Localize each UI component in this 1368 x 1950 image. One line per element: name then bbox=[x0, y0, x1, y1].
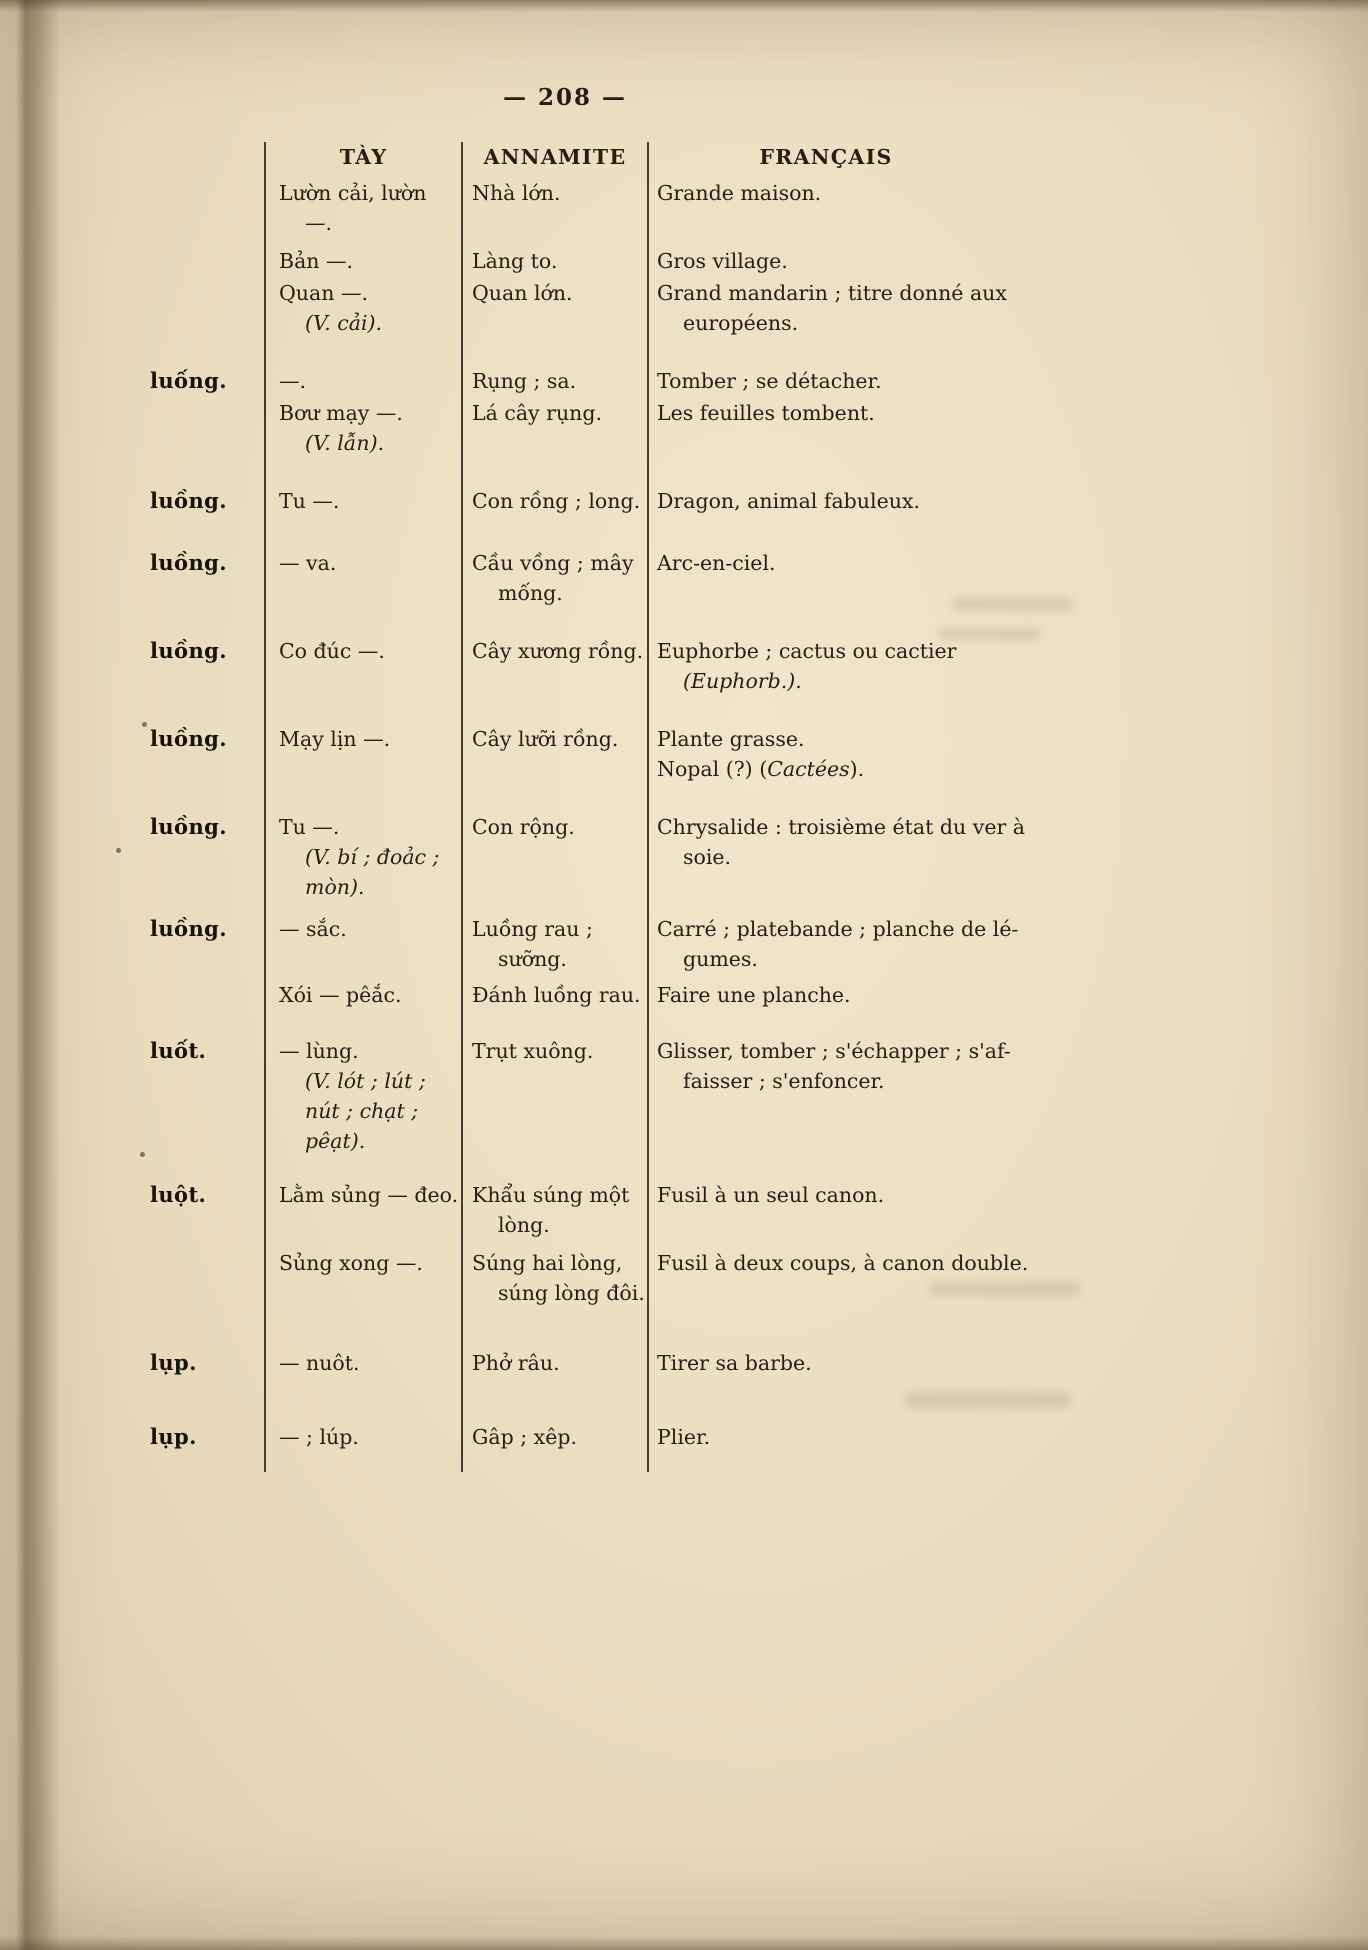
tay-cell bbox=[265, 486, 462, 516]
text-segment: ). bbox=[849, 757, 865, 781]
francais-cell bbox=[648, 278, 1060, 338]
francais-cell bbox=[648, 980, 1060, 1010]
text-line: Arc-en-ciel. bbox=[657, 551, 776, 575]
headword-column-spacer bbox=[0, 138, 265, 172]
francais-cell bbox=[648, 486, 1060, 516]
text-line: sưỡng. bbox=[498, 947, 567, 971]
entry-row bbox=[0, 1422, 1060, 1452]
headword-cell bbox=[0, 398, 265, 458]
francais-cell bbox=[648, 398, 1060, 458]
headword-cell bbox=[0, 366, 265, 396]
text-line: pêạt). bbox=[305, 1129, 366, 1153]
annamite-cell bbox=[462, 366, 648, 396]
annamite-cell bbox=[462, 636, 648, 696]
tay-cell bbox=[265, 178, 462, 238]
francais-cell bbox=[648, 812, 1060, 902]
text-line: Rụng ; sa. bbox=[472, 369, 577, 393]
francais-cell bbox=[648, 1036, 1060, 1156]
text-segment-italic: Cactées bbox=[767, 757, 850, 781]
text-line: Gros village. bbox=[657, 249, 788, 273]
headword: luồng. bbox=[150, 550, 227, 575]
entry-row bbox=[0, 548, 1060, 608]
headword-cell bbox=[0, 1348, 265, 1378]
text-line: (V. lót ; lút ; bbox=[305, 1069, 426, 1093]
text-line: Quan —. bbox=[279, 281, 368, 305]
text-line: nút ; chạt ; bbox=[305, 1099, 419, 1123]
headword-cell bbox=[0, 724, 265, 784]
text-line: Lườn cải, lườn bbox=[279, 181, 427, 205]
text-line: Tomber ; se détacher. bbox=[657, 369, 882, 393]
text-line: Phở râu. bbox=[472, 1351, 560, 1375]
text-line: européens. bbox=[683, 311, 799, 335]
tay-cell bbox=[265, 1248, 462, 1308]
headword-cell bbox=[0, 914, 265, 974]
text-line: faisser ; s'enfoncer. bbox=[683, 1069, 885, 1093]
text-line: (V. lẫn). bbox=[305, 431, 385, 455]
tay-cell bbox=[265, 636, 462, 696]
francais-cell bbox=[648, 724, 1060, 784]
text-line: Dragon, animal fabuleux. bbox=[657, 489, 920, 513]
text-line: Les feuilles tombent. bbox=[657, 401, 875, 425]
page-bottom-shadow bbox=[0, 1936, 1368, 1950]
annamite-cell bbox=[462, 812, 648, 902]
column-header-annamite: ANNAMITE bbox=[483, 145, 627, 169]
text-line: Faire une planche. bbox=[657, 983, 851, 1007]
text-line: Khẩu súng một bbox=[472, 1183, 630, 1207]
annamite-cell bbox=[462, 1348, 648, 1378]
headword: luồng. bbox=[150, 638, 227, 663]
headword-cell bbox=[0, 1422, 265, 1452]
text-line: — nuôt. bbox=[279, 1351, 360, 1375]
text-line: Euphorbe ; cactus ou cactier bbox=[657, 639, 957, 663]
text-line: mòn). bbox=[305, 875, 365, 899]
tay-cell bbox=[265, 812, 462, 902]
text-line: Làng to. bbox=[472, 249, 558, 273]
text-line: Cầu vồng ; mây bbox=[472, 551, 634, 575]
text-line: Gâp ; xêp. bbox=[472, 1425, 577, 1449]
text-line bbox=[657, 754, 1056, 784]
tay-cell bbox=[265, 980, 462, 1010]
text-line: Bơư mạy —. bbox=[279, 401, 403, 425]
entry-row bbox=[0, 980, 1060, 1010]
headword-cell bbox=[0, 1180, 265, 1240]
text-line: Grande maison. bbox=[657, 181, 822, 205]
headword-cell bbox=[0, 1036, 265, 1156]
annamite-cell bbox=[462, 980, 648, 1010]
tay-cell bbox=[265, 1180, 462, 1240]
headword: luồng. bbox=[150, 726, 227, 751]
annamite-cell bbox=[462, 246, 648, 276]
headword-cell bbox=[0, 812, 265, 902]
tay-cell bbox=[265, 366, 462, 396]
entry-row bbox=[0, 398, 1060, 458]
tay-cell bbox=[265, 1036, 462, 1156]
entry-row bbox=[0, 914, 1060, 974]
annamite-cell bbox=[462, 178, 648, 238]
annamite-cell bbox=[462, 548, 648, 608]
text-line: mống. bbox=[498, 581, 563, 605]
page-number: — 208 — bbox=[502, 84, 628, 111]
entry-row bbox=[0, 246, 1060, 276]
headword: lụp. bbox=[150, 1424, 197, 1449]
text-line: Súng hai lòng, bbox=[472, 1251, 623, 1275]
text-line: — lùng. bbox=[279, 1039, 359, 1063]
headword: luống. bbox=[150, 368, 227, 393]
headword: luồng. bbox=[150, 916, 227, 941]
text-line: Con rộng. bbox=[472, 815, 575, 839]
text-line: Sủng xong —. bbox=[279, 1251, 423, 1275]
text-line: Xói — pêắc. bbox=[279, 983, 402, 1007]
entry-row bbox=[0, 1348, 1060, 1378]
annamite-cell bbox=[462, 914, 648, 974]
text-line: — sắc. bbox=[279, 917, 347, 941]
entry-row bbox=[0, 278, 1060, 338]
text-line: Grand mandarin ; titre donné aux bbox=[657, 281, 1007, 305]
tay-cell bbox=[265, 724, 462, 784]
headword: lụp. bbox=[150, 1350, 197, 1375]
annamite-cell bbox=[462, 1036, 648, 1156]
column-rule-1 bbox=[264, 142, 266, 1472]
headword: luồng. bbox=[150, 814, 227, 839]
dictionary-table bbox=[0, 138, 1060, 1476]
text-line: Tirer sa barbe. bbox=[657, 1351, 812, 1375]
text-line: (V. cải). bbox=[305, 311, 383, 335]
entry-row bbox=[0, 1180, 1060, 1240]
column-header-tay: TÀY bbox=[339, 145, 388, 169]
francais-cell bbox=[648, 178, 1060, 238]
tay-cell bbox=[265, 398, 462, 458]
text-line: Bản —. bbox=[279, 249, 354, 273]
page-top-shadow bbox=[0, 0, 1368, 12]
annamite-cell bbox=[462, 486, 648, 516]
text-line: Carré ; platebande ; planche de lé- bbox=[657, 917, 1019, 941]
column-rule-2 bbox=[461, 142, 463, 1472]
text-line: Mạy lịn —. bbox=[279, 727, 391, 751]
tay-cell bbox=[265, 914, 462, 974]
text-line: Luồng rau ; bbox=[472, 917, 593, 941]
headword-cell bbox=[0, 636, 265, 696]
text-line: Đánh luồng rau. bbox=[472, 983, 641, 1007]
annamite-cell bbox=[462, 278, 648, 338]
tay-cell bbox=[265, 1348, 462, 1378]
entry-row bbox=[0, 1248, 1060, 1308]
francais-cell bbox=[648, 914, 1060, 974]
entry-row bbox=[0, 724, 1060, 784]
text-line: Cây lưỡi rồng. bbox=[472, 727, 619, 751]
text-line: Nhà lớn. bbox=[472, 181, 561, 205]
francais-cell bbox=[648, 1348, 1060, 1378]
text-line: Con rồng ; long. bbox=[472, 489, 641, 513]
headword: luồng. bbox=[150, 488, 227, 513]
entry-row bbox=[0, 812, 1060, 902]
headword-cell bbox=[0, 548, 265, 608]
francais-cell bbox=[648, 246, 1060, 276]
text-line: Tu —. bbox=[279, 815, 340, 839]
text-line: (Euphorb.). bbox=[683, 669, 802, 693]
text-line: Tu —. bbox=[279, 489, 340, 513]
column-header-francais: FRANÇAIS bbox=[759, 145, 893, 169]
text-line: Trụt xuông. bbox=[472, 1039, 594, 1063]
text-line: Fusil à deux coups, à canon double. bbox=[657, 1251, 1029, 1275]
headword-cell bbox=[0, 178, 265, 238]
headword: luốt. bbox=[150, 1038, 207, 1063]
francais-cell bbox=[648, 1248, 1060, 1308]
tay-cell bbox=[265, 1422, 462, 1452]
headword-cell bbox=[0, 278, 265, 338]
annamite-cell bbox=[462, 1180, 648, 1240]
text-line: Quan lớn. bbox=[472, 281, 573, 305]
text-line: Cây xương rồng. bbox=[472, 639, 644, 663]
annamite-cell bbox=[462, 1248, 648, 1308]
column-rule-3 bbox=[647, 142, 649, 1472]
headword-cell bbox=[0, 980, 265, 1010]
text-line: — va. bbox=[279, 551, 337, 575]
headword-cell bbox=[0, 486, 265, 516]
text-line: Glisser, tomber ; s'échapper ; s'af- bbox=[657, 1039, 1011, 1063]
text-line: Plier. bbox=[657, 1425, 711, 1449]
text-line: Lằm sủng — đeo. bbox=[279, 1183, 459, 1207]
francais-cell bbox=[648, 1180, 1060, 1240]
francais-cell bbox=[648, 1422, 1060, 1452]
text-line: Co đúc —. bbox=[279, 639, 385, 663]
text-line: (V. bí ; đoảc ; bbox=[305, 845, 440, 869]
annamite-cell bbox=[462, 724, 648, 784]
text-line: — ; lúp. bbox=[279, 1425, 359, 1449]
entry-row bbox=[0, 1036, 1060, 1156]
francais-cell bbox=[648, 366, 1060, 396]
text-line: Lá cây rụng. bbox=[472, 401, 602, 425]
entry-row bbox=[0, 636, 1060, 696]
text-line: lòng. bbox=[498, 1213, 550, 1237]
text-line: soie. bbox=[683, 845, 732, 869]
tay-cell bbox=[265, 278, 462, 338]
text-line: Chrysalide : troisième état du ver à bbox=[657, 815, 1025, 839]
francais-cell bbox=[648, 636, 1060, 696]
tay-cell bbox=[265, 548, 462, 608]
table-header-row bbox=[0, 138, 1060, 172]
text-line: gumes. bbox=[683, 947, 758, 971]
headword-cell bbox=[0, 246, 265, 276]
text-line: Plante grasse. bbox=[657, 727, 805, 751]
headword-cell bbox=[0, 1248, 265, 1308]
entry-row bbox=[0, 366, 1060, 396]
text-segment: Nopal (?) ( bbox=[657, 757, 768, 781]
text-line: Fusil à un seul canon. bbox=[657, 1183, 885, 1207]
text-line: —. bbox=[305, 211, 333, 235]
text-line: súng lòng đôi. bbox=[498, 1281, 645, 1305]
text-line: —. bbox=[279, 369, 307, 393]
entry-row bbox=[0, 486, 1060, 516]
francais-cell bbox=[648, 548, 1060, 608]
entry-row bbox=[0, 178, 1060, 238]
annamite-cell bbox=[462, 398, 648, 458]
headword: luột. bbox=[150, 1182, 207, 1207]
annamite-cell bbox=[462, 1422, 648, 1452]
tay-cell bbox=[265, 246, 462, 276]
